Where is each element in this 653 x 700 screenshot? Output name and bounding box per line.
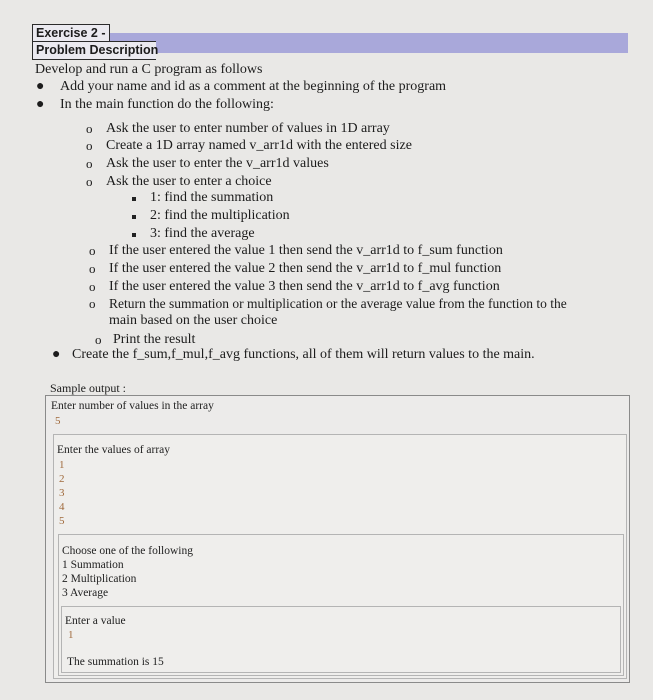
array-value: 5 [59,515,65,527]
return-step-line2: main based on the user choice [109,313,278,328]
print-step: Print the result [113,332,196,347]
step-item: Create a 1D array named v_arr1d with the entered size [106,138,412,153]
circle-bullet-icon: o [86,138,93,153]
array-value: 1 [59,459,65,471]
square-bullet-icon [132,197,136,201]
choice-item: 1: find the summation [150,190,274,205]
dispatch-item: If the user entered the value 3 then send the v_arr1d to f_avg function [109,279,500,294]
step-item: Ask the user to enter a choice [106,174,272,189]
sample-output-console [45,395,630,683]
circle-bullet-icon: o [89,296,96,311]
return-step-line1: Return the summation or multiplication or the average value from the function to the [109,296,567,311]
circle-bullet-icon: o [86,174,93,189]
circle-bullet-icon: o [86,156,93,171]
exercise-title: Exercise 2 - [32,24,110,43]
step-item: Ask the user to enter the v_arr1d values [106,156,329,171]
array-value: 3 [59,487,65,499]
array-value: 2 [59,473,65,485]
square-bullet-icon [132,215,136,219]
circle-bullet-icon: o [89,279,96,294]
final-bullet: Create the f_sum,f_mul,f_avg functions, all of them will return values to the main. [72,347,535,362]
prompt-count: Enter number of values in the array [51,400,214,412]
entered-value: 1 [68,629,74,641]
prompt-values: Enter the values of array [57,444,171,456]
menu-item: 1 Summation [62,559,124,571]
intro-text: Develop and run a C program as follows [35,62,263,77]
bullet-dot-icon: ● [36,97,45,112]
step-item: Ask the user to enter number of values in 1D array [106,121,390,136]
circle-bullet-icon: o [89,261,96,276]
circle-bullet-icon: o [86,121,93,136]
circle-bullet-icon: o [95,332,102,347]
result-text: The summation is 15 [67,656,164,668]
prompt-choice: Choose one of the following [62,545,193,557]
bullet-item: In the main function do the following: [60,97,274,112]
section-heading: Problem Description [32,41,156,60]
menu-item: 3 Average [62,587,109,599]
count-value: 5 [55,415,61,427]
choice-item: 3: find the average [150,226,255,241]
menu-item: 2 Multiplication [62,573,137,585]
sample-output-label: Sample output : [50,381,126,395]
circle-bullet-icon: o [89,243,96,258]
bullet-dot-icon: ● [36,79,45,94]
bullet-dot-icon: ● [52,347,61,362]
dispatch-item: If the user entered the value 2 then send the v_arr1d to f_mul function [109,261,502,276]
bullet-item: Add your name and id as a comment at the beginning of the program [60,79,447,94]
prompt-enter: Enter a value [65,615,126,627]
choice-item: 2: find the multiplication [150,208,290,223]
array-value: 4 [59,501,65,513]
dispatch-item: If the user entered the value 1 then send the v_arr1d to f_sum function [109,243,503,258]
square-bullet-icon [132,233,136,237]
